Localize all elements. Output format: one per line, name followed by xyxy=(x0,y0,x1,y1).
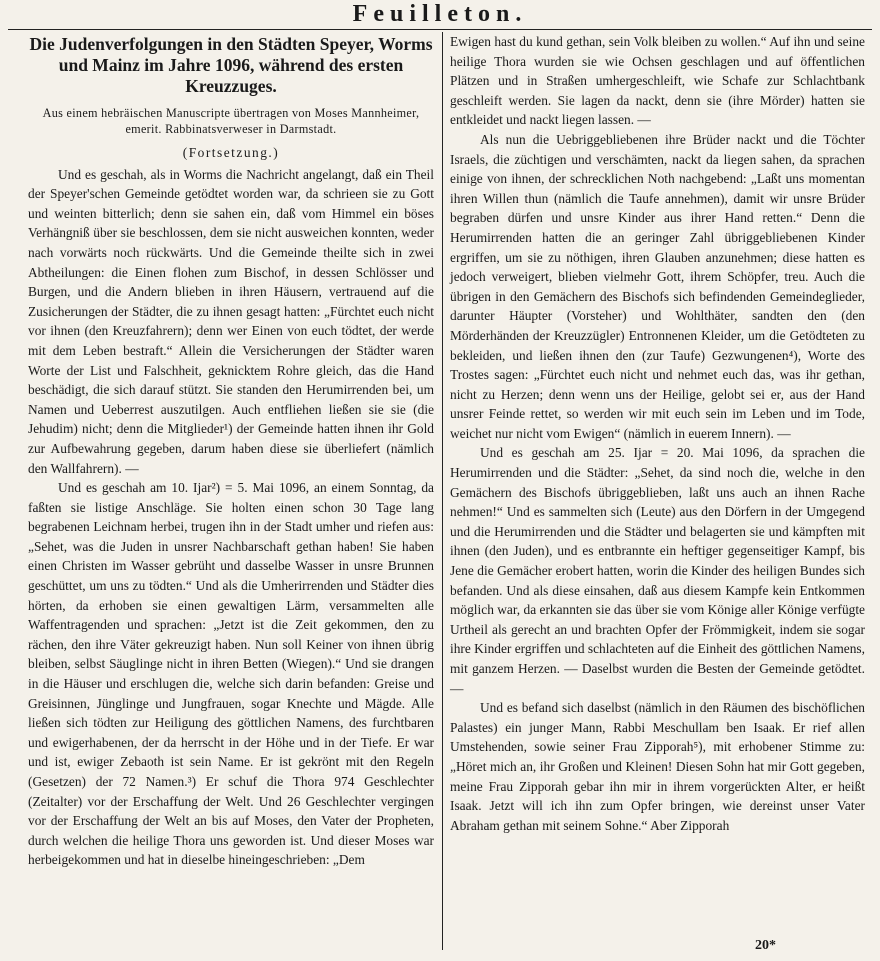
article-byline: Aus einem hebräischen Manuscripte übertragen von Moses Mannheimer, emerit. Rabbinatsverweser in Darmstadt. xyxy=(42,106,420,136)
paragraph: Und es geschah, als in Worms die Nachricht angelangt, daß ein Theil der Speyer'schen Gemeinde getödtet worden war, da schrieen sie zu Gott und weinten bitterlich; denn sie sahen ein, daß vom Himmel ein böses Verhängniß über sie beschlossen, dem sie nicht ausweichen konnten, weder nach vorwärts noch rückwärts. Und die Gemeinde theilte sich in zwei Abtheilungen: die Einen flohen zum Bischof, in dessen Schlösser und Burgen, und die Andern blieben in ihren Häusern, vertrauend auf die Zusicherungen der Städter, die zu ihnen gesagt hatten: „Fürchtet euch nicht vor ihnen (den Kreuzfahrern); denn wer Einen von euch tödtet, der werde mit dem Leben bestraft.“ Allein die Versicherungen der Städter waren Worte der List und Falschheit, geknicktem Rohre gleich, das die Hand beschädigt, die sich darauf stützt. Sie standen den Herumirrenden bei, um Namen und Ueberrest auszutilgen. Auch entfliehen ließen sie sie (die Jehudim) nicht; denn die Mitglieder¹) der Gemeinde hatten ihnen ihr Gold zur Aufbewahrung gegeben, darum haben diese sie überliefert (nämlich den Wallfahrern). — xyxy=(28,166,434,476)
paragraph: Als nun die Uebriggebliebenen ihre Brüder nackt und die Töchter Israels, die züchtigen und verschämten, nackt da liegen sahen, da sprachen einige von ihnen, der schrecklichen Noth nachgebend: „Laßt uns momentan ihren Willen thun (nämlich die Taufe annehmen), damit wir unsre Brüder begraben dürfen und unsre Kinder aus ihrer Hand retten.“ Denn die Herumirrenden hatten die an geringer Zahl übriggebliebenen Kinder ergriffen, um sie zu nöthigen, ihren Glauben anzunehmen; diese hatten es jedoch verweigert, blieben vielmehr Gott, ihrem Schöpfer, treu. Auch die übrigen in den Gemächern des Bischofs sich befindenden Gemeindeglieder, darunter Häupter (Vorsteher) und Wohlthäter, sandten den (den Mörderhänden der Kreuzzügler) Entronnenen Kleider, um die Getödteten zu bekleiden, und ließen ihnen den (zur Taufe) Gezwungenen⁴), Worte des Trostes sagen: „Fürchtet euch nicht und nehmet euch das, was ihr gethan, nicht zu Herzen; denn wenn uns der Heilige, gelobt sei er, aus der Hand unsrer Feinde rettet, so werden wir mit euch sein im Leben und im Tode, weichet nur nicht vom Ewigen“ (nämlich in euerem Innern). — xyxy=(450,131,865,441)
article-title: Die Judenverfolgungen in den Städten Speyer, Worms und Mainz im Jahre 1096, während des ersten Kreuzzuges. xyxy=(29,34,433,96)
continuation-note: (Fortsetzung.) xyxy=(182,145,280,160)
paragraph: Ewigen hast du kund gethan, sein Volk bleiben zu wollen.“ Auf ihn und seine heilige Thora wurden sie wie Ochsen geschlagen und auf öffentlichen Plätzen und in Straßen umhergeschleift, wie Schafe zur Schlachtbank geschleift werden. Sie lagen da nackt, denn sie (ihre Mörder) hatten sie entkleidet und nackt liegen lassen. — xyxy=(450,34,865,128)
page-number: 20* xyxy=(755,938,776,953)
column-divider xyxy=(442,32,443,950)
paragraph: Und es geschah am 10. Ijar²) = 5. Mai 1096, an einem Sonntag, da faßten sie listige Anschläge. Sie holten einen schon 30 Tage lang begrabenen Leichnam herbei, trugen ihn in der Stadt umher und riefen aus: „Sehet, was die Juden in unsrer Nachbarschaft gethan haben! Sie haben einen Christen im Wasser gebrüht und dasselbe Wasser in unsre Brunnen geschüttet, um uns zu tödten.“ Und als die Umherirrenden und Städter dies hörten, da erhoben sie einen gewaltigen Lärm, versammelten alle Waffentragenden und sprachen: „Jetzt ist die Zeit gekommen, den zu rächen, den ihre Väter gekreuzigt haben. Nun soll Keiner von ihnen übrig bleiben, selbst Säuglinge nicht in ihren Betten (Wiegen).“ Und sie drangen in die Häuser und erschlugen die, welche sich darin befanden: Greise und Greisinnen, Jünglinge und Jungfrauen, sogar Knechte und Mägde. Alle ließen sich tödten zur Heiligung des göttlichen Namens, des furchtbaren und ewigerhabenen, der da herrscht in der Höhe und in der Tiefe. Er war und ist, ewiger Zebaoth ist sein Name. Er ist gekrönt mit den Regeln (Gesetzen) der 72 Namen.³) Er schuf die Thora 974 Geschlechter (Zeitalter) vor der Erschaffung der Welt. Und 26 Geschlechter vergingen vor der Erschaffung der Welt an bis auf Moses, den Vater der Propheten, durch welchen die heilige Thora uns geworden ist. Und dieser Moses war herbeigekommen und hat in dieselbe hineingeschrieben: „Dem xyxy=(28,480,434,868)
left-column xyxy=(28,34,434,870)
right-column xyxy=(450,32,865,835)
masthead-feuilleton: Feuilleton. xyxy=(352,1,528,27)
paragraph: Und es befand sich daselbst (nämlich in den Räumen des bischöflichen Palastes) ein junger Mann, Rabbi Meschullam ben Isaak. Er rief allen Umstehenden, sowie seiner Frau Zipporah⁵), mit erhobener Stimme zu: „Höret mich an, ihr Großen und Kleinen! Diesen Sohn hat mir Gott gegeben, meine Frau Zipporah gebar ihn mir in ihrem vorgerückten Alter, er heißt Isaak. Jetzt will ich ihn zum Opfer bringen, wie dereinst unser Vater Abraham gethan mit seinem Sohne.“ Aber Zipporah xyxy=(450,700,865,833)
masthead-rule xyxy=(8,29,872,30)
paragraph: Und es geschah am 25. Ijar = 20. Mai 1096, da sprachen die Herumirrenden und die Städter: „Sehet, da sind noch die, welche in den Gemächern des Bischofs übriggeblieben, laßt uns auch an ihnen Rache nehmen!“ Und es sammelten sich (Leute) aus den Dörfern in der Umgegend und die Herumirrenden und die Städter und belagerten sie und kämpften mit ihnen (den Juden), und es entbrannte ein heftiger gegenseitiger Kampf, bis Jene die Gemächer erobert hatten, worin die Kinder des heiligen Bundes sich befanden. Und als diese einsahen, daß aus diesem Kampfe kein Entkommen möglich war, da erkannten sie das über sie vom Könige aller Könige verfügte Urtheil als gerecht an und brachten Opfer der Frömmigkeit, indem sie sogar ihre Kinder ergriffen und schlachteten auf die Einheit des göttlichen Namens, mit ganzem Herzen. — Daselbst wurden die Besten der Gemeinde getödtet. — xyxy=(450,445,865,696)
